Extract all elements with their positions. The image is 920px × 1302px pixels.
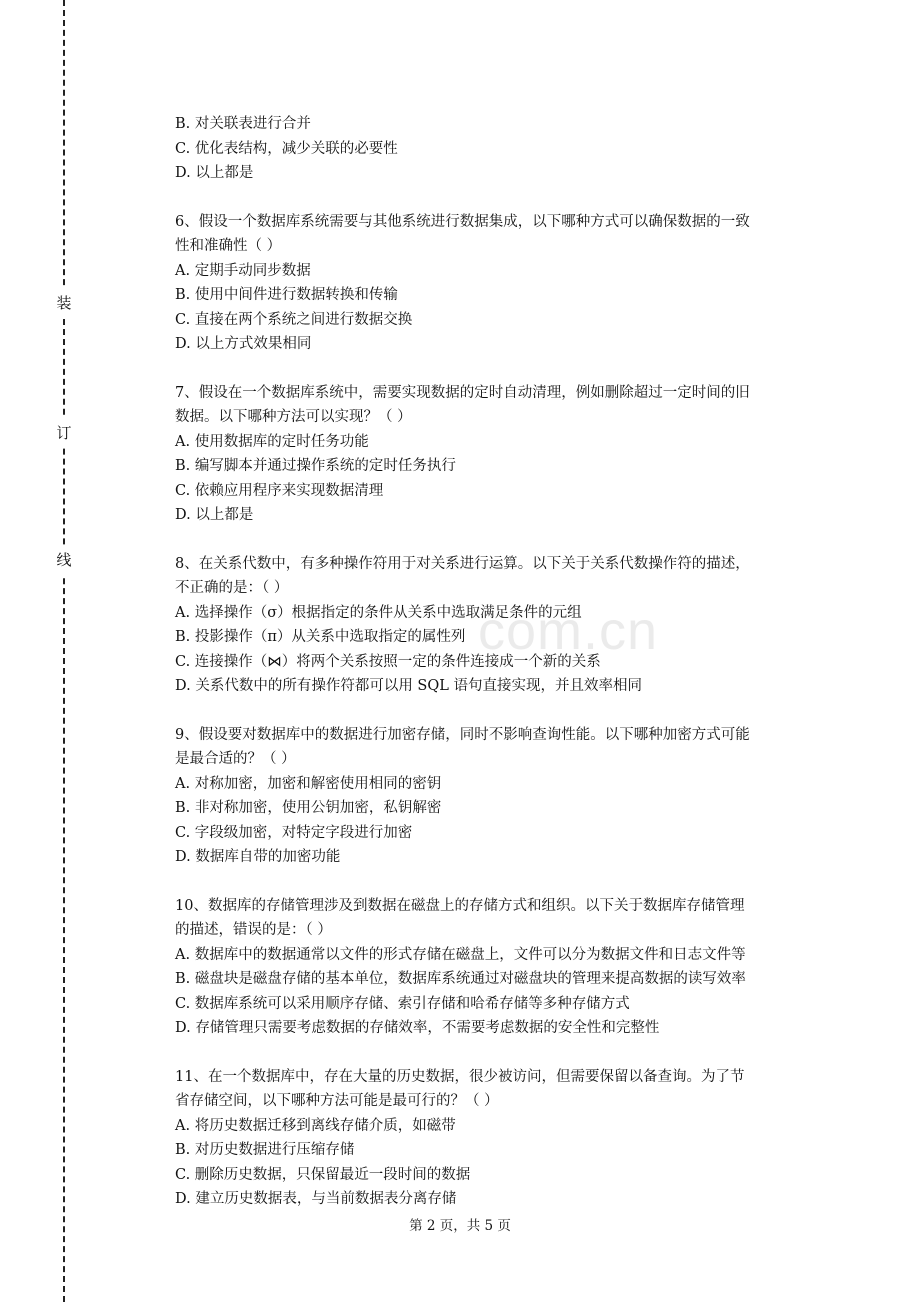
option-b: B. 磁盘块是磁盘存储的基本单位，数据库系统通过对磁盘块的管理来提高数据的读写效率 <box>175 971 746 987</box>
option-d: D. 关系代数中的所有操作符都可以用 SQL 语句直接实现，并且效率相同 <box>175 678 642 694</box>
option-b: B. 非对称加密，使用公钥加密，私钥解密 <box>175 800 442 816</box>
page-number: 第 2 页，共 5 页 <box>409 1218 511 1234</box>
option-d: D. 建立历史数据表，与当前数据表分离存储 <box>175 1191 457 1207</box>
option-a: A. 对称加密，加密和解密使用相同的密钥 <box>175 775 442 792</box>
option-b: B. 使用中间件进行数据转换和传输 <box>175 287 398 303</box>
option-a: A. 将历史数据迁移到离线存储介质，如磁带 <box>175 1117 456 1134</box>
option-d: D. 以上都是 <box>175 507 254 523</box>
option-d: D. 数据库自带的加密功能 <box>175 849 341 865</box>
option-a: A. 使用数据库的定时任务功能 <box>175 433 369 450</box>
question-8 <box>175 552 825 699</box>
question-stem: 10、数据库的存储管理涉及到数据在磁盘上的存储方式和组织。以下关于数据库存储管理 <box>175 897 745 914</box>
option-c: C. 优化表结构，减少关联的必要性 <box>175 140 398 157</box>
question-6 <box>175 210 825 357</box>
question-stem-continued: 省存储空间，以下哪种方法可能是最可行的？（ ） <box>175 1093 499 1109</box>
option-c: C. 数据库系统可以采用顺序存储、索引存储和哈希存储等多种存储方式 <box>175 995 630 1012</box>
option-c: C. 连接操作（⋈）将两个关系按照一定的条件连接成一个新的关系 <box>175 653 601 670</box>
question-7 <box>175 381 825 528</box>
binding-char-ding: 订 <box>55 418 73 448</box>
question-9 <box>175 723 825 870</box>
question-5-carryover-options <box>175 112 825 186</box>
exam-content <box>175 112 825 1236</box>
option-a: A. 数据库中的数据通常以文件的形式存储在磁盘上，文件可以分为数据文件和日志文件等 <box>175 946 746 963</box>
binding-margin-line <box>63 0 65 1302</box>
option-b: B. 编写脚本并通过操作系统的定时任务执行 <box>175 458 456 474</box>
question-stem: 9、假设要对数据库中的数据进行加密存储，同时不影响查询性能。以下哪种加密方式可能 <box>175 726 750 743</box>
question-stem-continued: 是最合适的？（ ） <box>175 751 296 767</box>
binding-char-zhuang: 装 <box>55 288 73 318</box>
question-stem-continued: 性和准确性（ ） <box>175 238 282 254</box>
binding-char-xian: 线 <box>55 545 73 575</box>
watermark: com.cn <box>478 601 659 661</box>
question-stem: 6、假设一个数据库系统需要与其他系统进行数据集成，以下哪种方式可以确保数据的一致 <box>175 213 750 230</box>
question-stem-continued: 数据。以下哪种方法可以实现？（ ） <box>175 409 412 425</box>
option-b: B. 对关联表进行合并 <box>175 116 311 132</box>
option-d: D. 以上方式效果相同 <box>175 336 312 352</box>
question-stem: 8、在关系代数中，有多种操作符用于对关系进行运算。以下关于关系代数操作符的描述， <box>175 555 750 572</box>
question-11 <box>175 1065 825 1212</box>
option-a: A. 定期手动同步数据 <box>175 262 311 279</box>
question-stem: 7、假设在一个数据库系统中，需要实现数据的定时自动清理，例如删除超过一定时间的旧 <box>175 384 750 401</box>
option-d: D. 以上都是 <box>175 165 254 181</box>
option-d: D. 存储管理只需要考虑数据的存储效率，不需要考虑数据的安全性和完整性 <box>175 1020 660 1036</box>
option-c: C. 删除历史数据，只保留最近一段时间的数据 <box>175 1166 471 1183</box>
option-c: C. 字段级加密，对特定字段进行加密 <box>175 824 413 841</box>
option-b: B. 投影操作（π）从关系中选取指定的属性列 <box>175 629 466 645</box>
option-a: A. 选择操作（σ）根据指定的条件从关系中选取满足条件的元组 <box>175 604 582 621</box>
question-stem: 11、在一个数据库中，存在大量的历史数据，很少被访问，但需要保留以备查询。为了节 <box>175 1068 745 1085</box>
option-c: C. 直接在两个系统之间进行数据交换 <box>175 311 413 328</box>
question-stem-continued: 不正确的是：（ ） <box>175 580 289 596</box>
question-10 <box>175 894 825 1041</box>
question-stem-continued: 的描述，错误的是：（ ） <box>175 922 332 938</box>
option-b: B. 对历史数据进行压缩存储 <box>175 1142 355 1158</box>
option-c: C. 依赖应用程序来实现数据清理 <box>175 482 384 499</box>
